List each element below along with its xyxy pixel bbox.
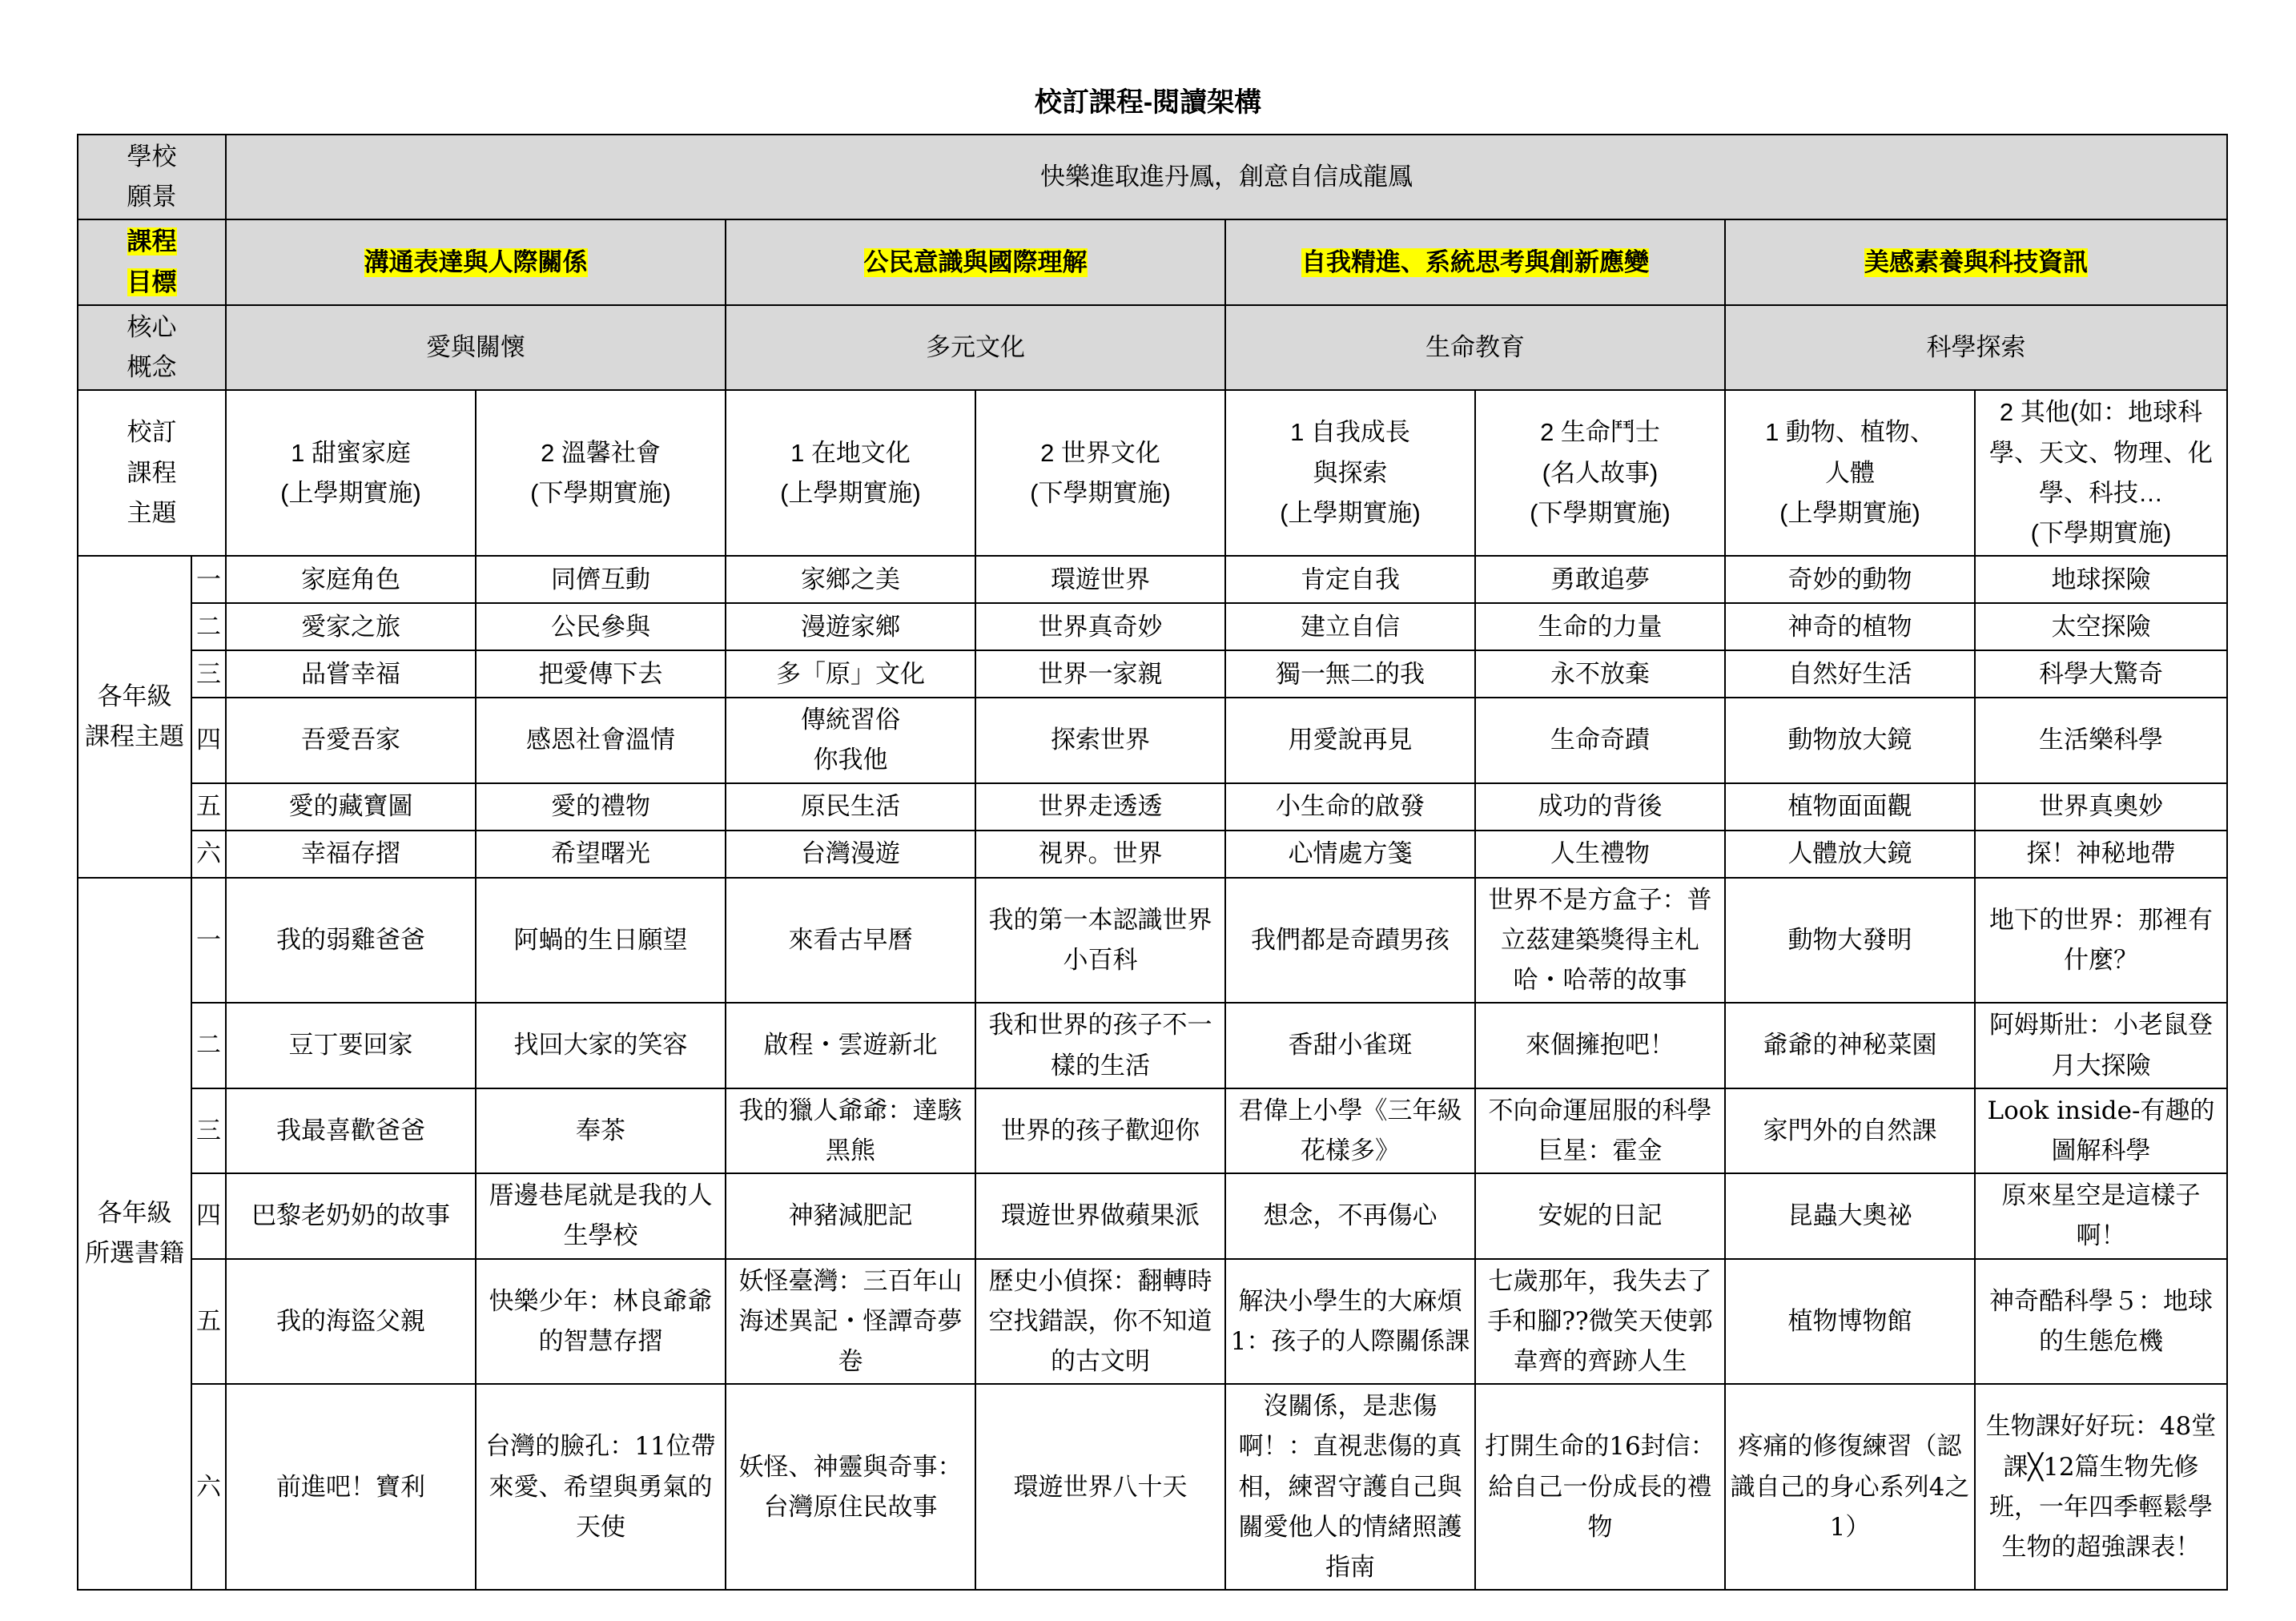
course-goal-text: 溝通表達與人際關係: [364, 247, 588, 277]
book-cell: 來看古早曆: [726, 878, 975, 1004]
book-cell: 環遊世界八十天: [975, 1384, 1225, 1590]
theme-4: 2 世界文化 (下學期實施): [975, 390, 1225, 556]
topic-cell: 同儕互動: [476, 556, 726, 603]
book-cell: 妖怪、神靈與奇事：台灣原住民故事: [726, 1384, 975, 1590]
topic-cell: 生活樂科學: [1975, 698, 2227, 782]
topic-cell: 獨一無二的我: [1225, 650, 1475, 698]
topic-cell: 探索世界: [975, 698, 1225, 782]
book-cell: 環遊世界做蘋果派: [975, 1173, 1225, 1258]
grade-number: 一: [191, 878, 226, 1004]
topic-cell: 世界走透透: [975, 783, 1225, 831]
book-cell: 啟程・雲遊新北: [726, 1003, 975, 1088]
book-cell: 我的弱雞爸爸: [226, 878, 476, 1004]
book-cell: 爺爺的神秘菜園: [1725, 1003, 1975, 1088]
topic-cell: 奇妙的動物: [1725, 556, 1975, 603]
topic-cell: 傳統習俗 你我他: [726, 698, 975, 782]
topic-cell: 探！神秘地帶: [1975, 831, 2227, 878]
theme-1: 1 甜蜜家庭 (上學期實施): [226, 390, 476, 556]
course-goal-4: [1725, 219, 2227, 304]
book-cell: 巴黎老奶奶的故事: [226, 1173, 476, 1258]
book-cell: 家門外的自然課: [1725, 1088, 1975, 1173]
course-goal-text: 自我精進、系統思考與創新應變: [1301, 247, 1649, 277]
grade-number: 二: [191, 1003, 226, 1088]
topic-cell: 勇敢追夢: [1475, 556, 1725, 603]
topic-cell: 生命的力量: [1475, 603, 1725, 650]
book-cell: 快樂少年：林良爺爺的智慧存摺: [476, 1259, 726, 1385]
topic-cell: 愛的禮物: [476, 783, 726, 831]
topic-cell: 世界真奇妙: [975, 603, 1225, 650]
book-cell: 生物課好好玩：48堂課╳12篇生物先修班，一年四季輕鬆學生物的超強課表！: [1975, 1384, 2227, 1590]
topic-cell: 愛的藏寶圖: [226, 783, 476, 831]
core-concept-1: 愛與關懷: [226, 305, 726, 390]
book-cell: 我們都是奇蹟男孩: [1225, 878, 1475, 1004]
topic-cell: 植物面面觀: [1725, 783, 1975, 831]
grade-number: 五: [191, 1259, 226, 1385]
topic-cell: 世界真奧妙: [1975, 783, 2227, 831]
topic-cell: 肯定自我: [1225, 556, 1475, 603]
topic-cell: 人生禮物: [1475, 831, 1725, 878]
book-cell: 植物博物館: [1725, 1259, 1975, 1385]
core-concept-4: 科學探索: [1725, 305, 2227, 390]
book-cell: 昆蟲大奧祕: [1725, 1173, 1975, 1258]
book-cell: Look inside-有趣的圖解科學: [1975, 1088, 2227, 1173]
book-cell: 神豬減肥記: [726, 1173, 975, 1258]
topic-cell: 人體放大鏡: [1725, 831, 1975, 878]
book-cell: 厝邊巷尾就是我的人生學校: [476, 1173, 726, 1258]
grade-number: 三: [191, 650, 226, 698]
book-cell: 我最喜歡爸爸: [226, 1088, 476, 1173]
topic-cell: 世界一家親: [975, 650, 1225, 698]
theme-5: 1 自我成長 與探索 (上學期實施): [1225, 390, 1475, 556]
goals-label-line: 目標: [127, 267, 177, 296]
book-cell: 我的獵人爺爺：達駭黑熊: [726, 1088, 975, 1173]
theme-6: 2 生命鬥士 (名人故事) (下學期實施): [1475, 390, 1725, 556]
book-cell: 沒關係，是悲傷啊！：直視悲傷的真相，練習守護自己與關愛他人的情緒照護指南: [1225, 1384, 1475, 1590]
page-title: 校訂課程-閱讀架構: [1034, 87, 1262, 118]
topic-cell: 動物放大鏡: [1725, 698, 1975, 782]
topic-cell: 原民生活: [726, 783, 975, 831]
topic-cell: 幸福存摺: [226, 831, 476, 878]
book-cell: 奉茶: [476, 1088, 726, 1173]
topic-cell: 愛家之旅: [226, 603, 476, 650]
topic-cell: 品嘗幸福: [226, 650, 476, 698]
book-cell: 動物大發明: [1725, 878, 1975, 1004]
topic-cell: 漫遊家鄉: [726, 603, 975, 650]
core-concept-3: 生命教育: [1225, 305, 1725, 390]
book-cell: 神奇酷科學５：地球的生態危機: [1975, 1259, 2227, 1385]
grade-topics-label: 各年級 課程主題: [78, 556, 191, 877]
book-cell: 找回大家的笑容: [476, 1003, 726, 1088]
book-cell: 不向命運屈服的科學巨星：霍金: [1475, 1088, 1725, 1173]
book-cell: 原來星空是這樣子啊！: [1975, 1173, 2227, 1258]
book-cell: 歷史小偵探：翻轉時空找錯誤，你不知道的古文明: [975, 1259, 1225, 1385]
book-cell: 世界不是方盒子：普立茲建築獎得主札哈・哈蒂的故事: [1475, 878, 1725, 1004]
curriculum-table: [77, 134, 2228, 1591]
topic-cell: 心情處方箋: [1225, 831, 1475, 878]
grade-books-label: 各年級 所選書籍: [78, 878, 191, 1591]
book-cell: 世界的孩子歡迎你: [975, 1088, 1225, 1173]
book-cell: 來個擁抱吧！: [1475, 1003, 1725, 1088]
topic-cell: 科學大驚奇: [1975, 650, 2227, 698]
book-cell: 豆丁要回家: [226, 1003, 476, 1088]
grade-number: 六: [191, 831, 226, 878]
themes-label: 校訂 課程 主題: [78, 390, 226, 556]
theme-8: 2 其他(如：地球科學、天文、物理、化學、科技… (下學期實施): [1975, 390, 2227, 556]
topic-cell: 神奇的植物: [1725, 603, 1975, 650]
topic-cell: 吾愛吾家: [226, 698, 476, 782]
grade-number: 四: [191, 1173, 226, 1258]
course-goal-1: [226, 219, 726, 304]
course-goal-3: [1225, 219, 1725, 304]
book-cell: 阿蝸的生日願望: [476, 878, 726, 1004]
grade-number: 三: [191, 1088, 226, 1173]
topic-cell: 小生命的啟發: [1225, 783, 1475, 831]
book-cell: 地下的世界：那裡有什麼？: [1975, 878, 2227, 1004]
topic-cell: 家庭角色: [226, 556, 476, 603]
goals-label: [78, 219, 226, 304]
grade-number: 二: [191, 603, 226, 650]
book-cell: 打開生命的16封信：給自己一份成長的禮物: [1475, 1384, 1725, 1590]
theme-2: 2 溫馨社會 (下學期實施): [476, 390, 726, 556]
topic-cell: 永不放棄: [1475, 650, 1725, 698]
core-label: 核心 概念: [78, 305, 226, 390]
book-cell: 我的第一本認識世界小百科: [975, 878, 1225, 1004]
topic-cell: 多「原」文化: [726, 650, 975, 698]
book-cell: 我的海盜父親: [226, 1259, 476, 1385]
topic-cell: 地球探險: [1975, 556, 2227, 603]
topic-cell: 環遊世界: [975, 556, 1225, 603]
core-concept-2: 多元文化: [726, 305, 1225, 390]
grade-number: 六: [191, 1384, 226, 1590]
book-cell: 想念，不再傷心: [1225, 1173, 1475, 1258]
vision-text: 快樂進取進丹鳳，創意自信成龍鳳: [226, 135, 2227, 219]
book-cell: 疼痛的修復練習（認識自己的身心系列4之1）: [1725, 1384, 1975, 1590]
topic-cell: 用愛說再見: [1225, 698, 1475, 782]
topic-cell: 感恩社會溫情: [476, 698, 726, 782]
book-cell: 七歲那年，我失去了手和腳??微笑天使郭韋齊的齊跡人生: [1475, 1259, 1725, 1385]
goals-label-line: 課程: [127, 227, 177, 256]
book-cell: 安妮的日記: [1475, 1173, 1725, 1258]
book-cell: 君偉上小學《三年級花樣多》: [1225, 1088, 1475, 1173]
topic-cell: 成功的背後: [1475, 783, 1725, 831]
book-cell: 前進吧！寶利: [226, 1384, 476, 1590]
topic-cell: 希望曙光: [476, 831, 726, 878]
book-cell: 解決小學生的大麻煩1：孩子的人際關係課: [1225, 1259, 1475, 1385]
topic-cell: 建立自信: [1225, 603, 1475, 650]
vision-label: 學校 願景: [78, 135, 226, 219]
topic-cell: 家鄉之美: [726, 556, 975, 603]
book-cell: 台灣的臉孔：11位帶來愛、希望與勇氣的天使: [476, 1384, 726, 1590]
book-cell: 妖怪臺灣：三百年山海述異記・怪譚奇夢卷: [726, 1259, 975, 1385]
grade-number: 四: [191, 698, 226, 782]
course-goal-text: 公民意識與國際理解: [863, 247, 1088, 277]
course-goal-2: [726, 219, 1225, 304]
grade-number: 五: [191, 783, 226, 831]
book-cell: 我和世界的孩子不一樣的生活: [975, 1003, 1225, 1088]
topic-cell: 把愛傳下去: [476, 650, 726, 698]
book-cell: 香甜小雀斑: [1225, 1003, 1475, 1088]
topic-cell: 台灣漫遊: [726, 831, 975, 878]
grade-number: 一: [191, 556, 226, 603]
topic-cell: 生命奇蹟: [1475, 698, 1725, 782]
topic-cell: 太空探險: [1975, 603, 2227, 650]
theme-3: 1 在地文化 (上學期實施): [726, 390, 975, 556]
course-goal-text: 美感素養與科技資訊: [1864, 247, 2088, 277]
book-cell: 阿姆斯壯：小老鼠登月大探險: [1975, 1003, 2227, 1088]
topic-cell: 公民參與: [476, 603, 726, 650]
theme-7: 1 動物、植物、 人體 (上學期實施): [1725, 390, 1975, 556]
topic-cell: 自然好生活: [1725, 650, 1975, 698]
topic-cell: 視界。世界: [975, 831, 1225, 878]
